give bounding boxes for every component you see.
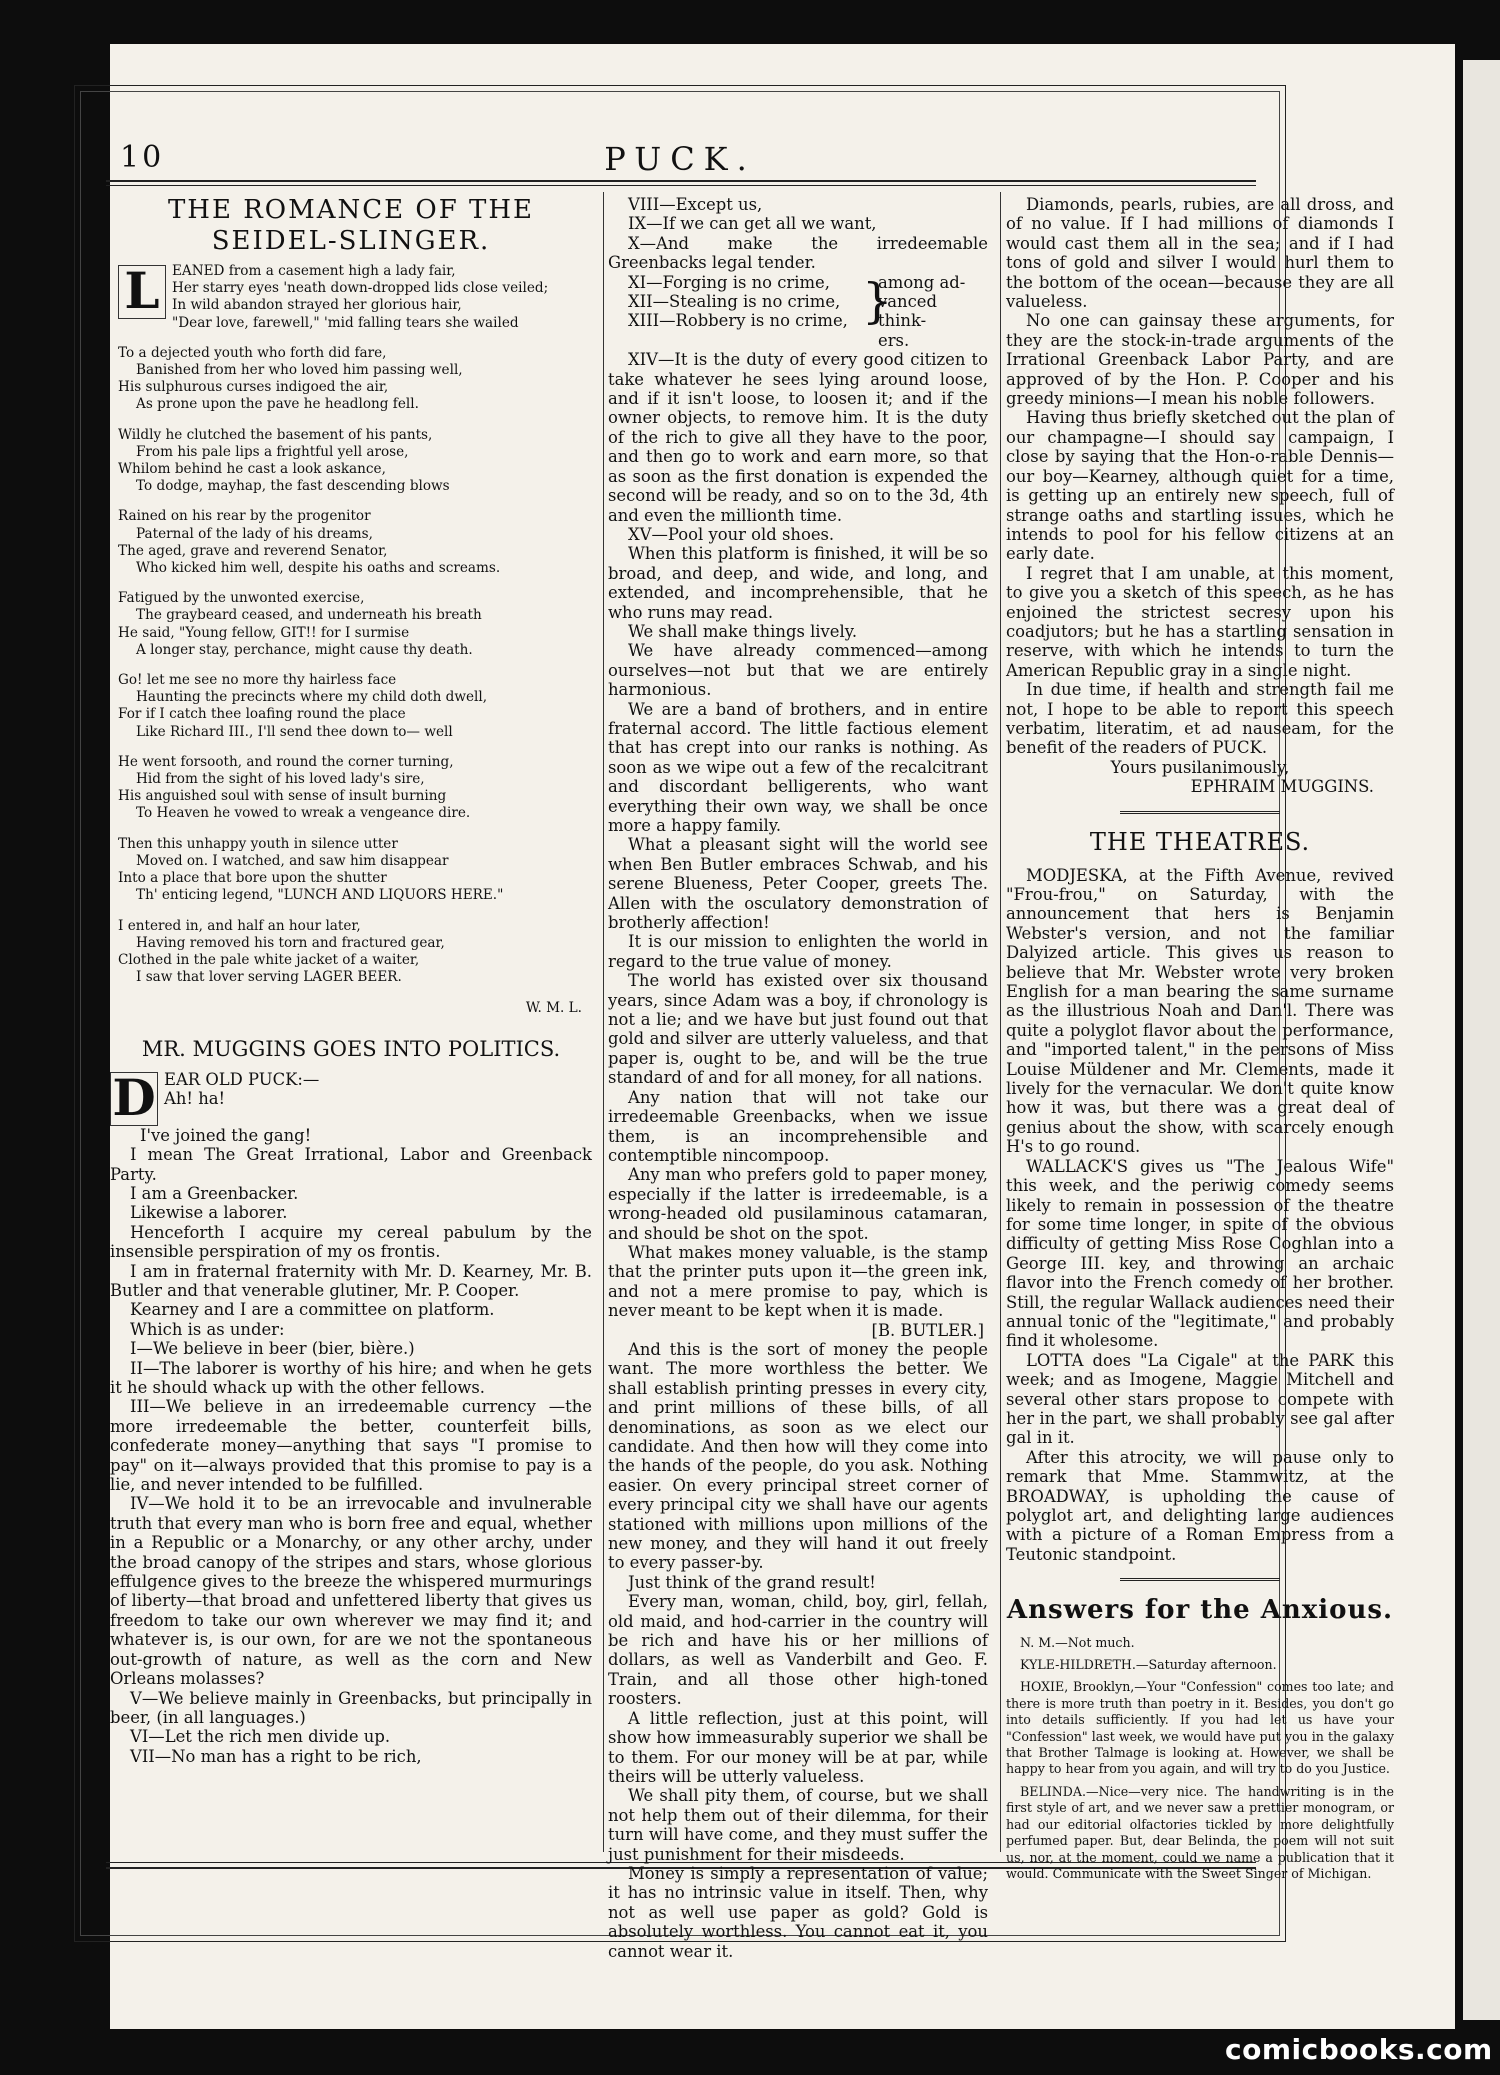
stanza: [118, 508, 592, 577]
stanza: [118, 754, 592, 823]
text-line: I've joined the gang!: [140, 1125, 312, 1145]
quote-signature: [B. BUTLER.]: [871, 1320, 984, 1340]
verse-line: Th' enticing legend, "LUNCH AND LIQUORS HERE.": [136, 887, 504, 904]
header-rule-thin: [106, 185, 1256, 186]
drop-cap: L: [118, 265, 166, 319]
drop-cap: D: [110, 1072, 158, 1126]
list-item: X—And make the irredeemable Greenbacks legal tender.: [608, 233, 988, 273]
stanza: [118, 836, 592, 905]
column-3: [1006, 195, 1394, 1888]
paragraph: VI—Let the rich men divide up.: [130, 1727, 391, 1747]
verse-line: Paternal of the lady of his dreams,: [136, 525, 373, 542]
paragraph: No one can gainsay these arguments, for they are the stock-in-trade arguments of the Irrational Greenback Labor Party, and are approved of by the Hon. P. Cooper and his greedy minions—I mean his noble followers.: [1006, 311, 1394, 409]
verse-line: "Dear love, farewell," 'mid falling tears she wailed: [172, 314, 519, 331]
answer-item: KYLE-HILDRETH.—Saturday afternoon.: [1020, 1657, 1277, 1673]
verse-line: The graybeard ceased, and underneath his breath: [136, 607, 482, 624]
verse-line: Wildly he clutched the basement of his pants,: [118, 426, 433, 443]
column-2: [608, 195, 988, 1961]
paragraph: We are a band of brothers, and in entire fraternal accord. The little factious element that has crept into our ranks is nothing. As soon as we wipe out a few of the recalcitrant and discordant belligerents, who want everything their own way, we shall be once more a happy family.: [608, 699, 988, 835]
title-line: SEIDEL-SLINGER.: [211, 226, 491, 256]
bracket-lines: [608, 273, 862, 351]
verse-line: As prone upon the pave he headlong fell.: [136, 396, 419, 413]
paragraphs: [608, 350, 988, 1320]
column-rule: [1000, 192, 1001, 1852]
verse-line: To dodge, mayhap, the fast descending blows: [136, 478, 450, 495]
verse-line: Having removed his torn and fractured gear,: [136, 934, 445, 951]
note-line: among ad-: [878, 272, 966, 292]
paragraph: I regret that I am unable, at this moment, to give you a sketch of this speech, as he has enjoined the strictest secresy upon his coadjutors; but he has a startling sensation in reserve, with which he intends to turn the American Republic gray in a single night.: [1006, 563, 1394, 680]
paragraph: We have already commenced—among ourselves—not but that we are entirely harmonious.: [608, 641, 988, 700]
verse-line: To Heaven he vowed to wreak a vengeance dire.: [136, 805, 471, 822]
brace: }: [862, 272, 893, 329]
adjacent-page-edge: [1463, 60, 1500, 2020]
bracket-note: [878, 273, 988, 351]
verse-line: Moved on. I watched, and saw him disappear: [136, 852, 449, 869]
verse-line: His sulphurous curses indigoed the air,: [118, 379, 389, 396]
paragraph: LOTTA does "La Cigale" at the PARK this week; and as Imogene, Maggie Mitchell and several other stars propose to compete with her in the part, we shall probably see gal after gal in it.: [1006, 1350, 1394, 1448]
list-item: IX—If we can get all we want,: [628, 214, 877, 234]
verse-line: The aged, grave and reverend Senator,: [118, 542, 388, 559]
verse-line: Haunting the precincts where my child doth dwell,: [136, 689, 488, 706]
paragraph: I mean The Great Irrational, Labor and Greenback Party.: [110, 1145, 592, 1184]
verse-line: I saw that lover serving LAGER BEER.: [136, 969, 402, 986]
stanza: [118, 345, 592, 414]
verse-line: Go! let me see no more thy hairless face: [118, 672, 397, 689]
stanza: [118, 263, 592, 332]
verse-line: Into a place that bore upon the shutter: [118, 870, 387, 887]
paragraph: XV—Pool your old shoes.: [628, 524, 835, 544]
paragraph: Which is as under:: [130, 1319, 285, 1339]
paragraphs: [1006, 195, 1394, 758]
verse-line: In wild abandon strayed her glorious hair,: [172, 297, 462, 314]
column-rule: [603, 192, 604, 1852]
page-header: [100, 100, 1260, 182]
paragraph: Diamonds, pearls, rubies, are all dross, and of no value. If I had millions of diamonds I would cast them all in the sea; and if I had tons of gold and silver I would hurl them to the bottom of the ocean—because they are all valueless.: [1006, 195, 1394, 312]
paragraph: Any man who prefers gold to paper money, especially if the latter is irredeemable, is a wrong-headed old pusilaminous catamaran, and should be shot on the spot.: [608, 1165, 988, 1243]
paragraph: And this is the sort of money the people want. The more worthless the better. We shall establish printing presses in every city, and print millions of these bills, of all denominations, as soon as we elect our candidate. And then how will they come into the hands of the people, do you ask. Nothing easier. On every principal street corner of every principal city we shall have our agents stationed with millions upon millions of the new money, and they will hand it out freely to every passer-by.: [608, 1339, 988, 1573]
title-line: THE ROMANCE OF THE: [167, 195, 535, 225]
answer-item: HOXIE, Brooklyn,—Your "Confession" comes too late; and there is more truth than poetry in it. Besides, you don't go into details sufficiently. If you had let us have your "Confession" last week, we would have put you in the galaxy that Brother Talmage is looking at. However, we shall be happy to hear from you again, and will try to do you Justice.: [1006, 1679, 1394, 1777]
verse-line: A longer stay, perchance, might cause thy death.: [136, 641, 473, 658]
salutation: EAR OLD PUCK:—: [164, 1069, 320, 1089]
verse-line: Hid from the sight of his loved lady's sire,: [136, 771, 425, 788]
article-title: MR. MUGGINS GOES INTO POLITICS.: [141, 1036, 561, 1061]
separator: [1120, 811, 1280, 814]
article-body: [110, 1067, 592, 1766]
verse-line: To a dejected youth who forth did fare,: [118, 344, 387, 361]
header-rule: [106, 180, 1256, 182]
paragraph: I am a Greenbacker.: [130, 1183, 299, 1203]
note-line: ers.: [878, 330, 910, 350]
paragraph: When this platform is finished, it will be so broad, and deep, and wide, and long, and extended, and incomprehensible, that he who runs may read.: [608, 544, 988, 622]
verse-line: Who kicked him well, despite his oaths and screams.: [136, 560, 501, 577]
paragraph: I am in fraternal fraternity with Mr. D. Kearney, Mr. B. Butler and that venerable glutiner, Mr. P. Cooper.: [110, 1261, 592, 1300]
verse-line: I entered in, and half an hour later,: [118, 917, 361, 934]
paragraph: We shall make things lively.: [628, 621, 858, 641]
paragraph: A little reflection, just at this point, will show how immeasurably superior we shall be to them. For our money will be at par, while theirs will be utterly valueless.: [608, 1708, 988, 1786]
paragraph: What makes money valuable, is the stamp that the printer puts upon it—the green ink, and not a mere promise to pay, which is never meant to be kept when it is made.: [608, 1242, 988, 1321]
verse-line: Banished from her who loved him passing well,: [136, 362, 463, 379]
article-title: [110, 195, 592, 257]
paragraph: I—We believe in beer (bier, bière.): [130, 1339, 415, 1359]
column-1: [110, 195, 592, 1766]
paragraph: Henceforth I acquire my cereal pabulum by the insensible perspiration of my os frontis.: [110, 1222, 592, 1262]
paragraph: Just think of the grand result!: [628, 1572, 876, 1592]
platform-list: [608, 195, 988, 273]
poem-signature: W. M. L.: [525, 1000, 582, 1017]
closing: Yours pusilanimously,: [1110, 757, 1290, 777]
stanza: [118, 590, 592, 659]
verse-line: Rained on his rear by the progenitor: [118, 508, 371, 525]
paragraph: Money is simply a representation of value; it has no intrinsic value in itself. Then, why not as well use paper as gold? Gold is absolutely worthless. You cannot eat it, you cannot wear it.: [608, 1863, 988, 1961]
signature: EPHRAIM MUGGINS.: [1190, 777, 1374, 797]
verse-line: For if I catch thee loafing round the place: [118, 706, 406, 723]
paragraph: In due time, if health and strength fail me not, I hope to be able to report this speech verbatim, literatim, et ad nauseam, for the benefit of the readers of PUCK.: [1006, 680, 1394, 758]
paragraph: II—The laborer is worthy of his hire; and when he gets it he should whack up with the other fellows.: [110, 1358, 592, 1397]
text-line: Ah! ha!: [164, 1089, 226, 1109]
answers-list: [1006, 1635, 1394, 1883]
paragraph: What a pleasant sight will the world see when Ben Butler embraces Schwab, and his serene Blueness, Peter Cooper, greets The. Allen with the osculatory demonstration of brotherly affection!: [608, 835, 988, 933]
verse-line: He said, "Young fellow, GIT!! for I surmise: [118, 624, 410, 641]
section-title: Answers for the Anxious.: [1006, 1595, 1394, 1626]
list-item: XII—Stealing is no crime,: [628, 292, 841, 312]
verse-line: EANED from a casement high a lady fair,: [172, 263, 456, 279]
watermark: comicbooks.com: [1225, 2033, 1493, 2066]
paragraph: Having thus briefly sketched out the plan of our champagne—I should say campaign, I close by saying that the Hon-o-rable Dennis—our boy—Kearney, although quiet for a time, is getting up an entirely new speech, full of strange oaths and startling issues, which he intends to pool for his fellow citizens at an early date.: [1006, 408, 1394, 564]
paragraph: Any nation that will not take our irredeemable Greenbacks, when we issue them, is an incomprehensible and contemptible nincompoop.: [608, 1087, 988, 1165]
stanza: [118, 427, 592, 496]
paragraphs: [110, 1145, 592, 1766]
paragraph: Kearney and I are a committee on platform.: [130, 1300, 495, 1320]
verse-line: Clothed in the pale white jacket of a waiter,: [118, 951, 420, 968]
paragraph: III—We believe in an irredeemable currency —the more irredeemable the better, counterfeit bills, confederate money—anything that says "I promise to pay" on it—always provided that this promise to pay is a lie, and never intended to be fulfilled.: [110, 1397, 592, 1495]
paragraph: VII—No man has a right to be rich,: [130, 1746, 422, 1766]
answer-item: N. M.—Not much.: [1020, 1634, 1135, 1650]
paragraph: The world has existed over six thousand years, since Adam was a boy, if chronology is not a lie; and we have but just found out that gold and silver are utterly valueless, and that paper is, ought to be, and will be the true standard of and for all money, for all nations.: [608, 971, 988, 1088]
list-item: VIII—Except us,: [628, 195, 763, 214]
note-line: vanced think-: [878, 292, 937, 331]
page-number: 10: [120, 140, 165, 175]
paragraph: V—We believe mainly in Greenbacks, but principally in beer, (in all languages.): [110, 1688, 592, 1727]
separator: [1120, 1578, 1280, 1581]
paragraph: We shall pity them, of course, but we shall not help them out of their dilemma, for their turn will have come, and they must suffer the just punishment for their misdeeds.: [608, 1786, 988, 1864]
paragraph: It is our mission to enlighten the world in regard to the true value of money.: [608, 932, 988, 971]
verse-line: Like Richard III., I'll send thee down to— well: [136, 723, 453, 740]
paragraph: Every man, woman, child, boy, girl, fellah, old maid, and hod-carrier in the country will be rich and have his or her millions of dollars, as well as Vanderbilt and Geo. F. Train, and all those other high-toned roosters.: [608, 1592, 988, 1709]
answer-item: BELINDA.—Nice—very nice. The handwriting is in the first style of art, and we never saw a prettier monogram, or had our editorial olfactories tickled by more delightfully perfumed paper. But, dear Belinda, the poem will not suit us, nor, at the moment, could we name a publication that it would. Communicate with the Sweet Singer of Michigan.: [1006, 1783, 1394, 1881]
list-item: XIII—Robbery is no crime,: [628, 311, 848, 331]
verse-line: Whilom behind he cast a look askance,: [118, 461, 386, 478]
verse-line: He went forsooth, and round the corner turning,: [118, 753, 454, 770]
verse-line: Then this unhappy youth in silence utter: [118, 835, 398, 852]
verse-line: Fatigued by the unwonted exercise,: [118, 590, 365, 607]
paragraph: WALLACK'S gives us "The Jealous Wife" this week, and the periwig comedy seems likely to remain in possession of the theatre for some time longer, in spite of the obvious difficulty of getting Miss Rose Coghlan into a George III. key, and throwing an archaic flavor into the French comedy of her brother. Still, the regular Wallack audiences need their annual tonic of the "legitimate," and probably find it wholesome.: [1006, 1156, 1394, 1351]
section-title: THE THEATRES.: [1089, 827, 1311, 856]
verse-line: From his pale lips a frightful yell arose,: [136, 443, 409, 460]
paragraph: Likewise a laborer.: [130, 1203, 288, 1223]
paragraph: XIV—It is the duty of every good citizen to take whatever he sees lying around loose, and if it isn't loose, to loosen it; and if the owner objects, to remove him. It is the duty of the rich to give all they have to the poor, and then go to work and earn more, so that as soon as the first donation is expended the second will be ready, and so on to the 3d, 4th and even the millionth time.: [608, 350, 988, 525]
paragraphs: [608, 1340, 988, 1961]
verse-line: His anguished soul with sense of insult burning: [118, 788, 447, 805]
list-item: XI—Forging is no crime,: [628, 272, 830, 292]
paragraph: MODJESKA, at the Fifth Avenue, revived "Frou-frou," on Saturday, with the announcement that hers is Benjamin Webster's version, and not the familiar Dalyized article. This gives us reason to believe that Mr. Webster wrote very broken English for a man bearing the same surname as the illustrious Noah and Dan'l. There was quite a polyglot flavor about the performance, and "imported talent," in the persons of Miss Louise Müldener and Mr. Clements, made it lively for the vernacular. We don't quite know how it was, but there was a great deal of genius about the show, with scarcely enough H's to go round.: [1006, 865, 1394, 1157]
verse-line: Her starry eyes 'neath down-dropped lids close veiled;: [172, 280, 549, 297]
stanza: [118, 672, 592, 741]
bracket-group: [608, 273, 988, 351]
theatres-paragraphs: [1006, 866, 1394, 1565]
stanza: [118, 918, 592, 987]
paragraph: After this atrocity, we will pause only to remark that Mme. Stammwitz, at the BROADWAY, is upholding the cause of polyglot art, and delighting large audiences with a picture of a Roman Empress from a Teutonic standpoint.: [1006, 1447, 1394, 1564]
poem: [110, 263, 592, 986]
masthead: PUCK.: [604, 140, 756, 178]
paragraph: IV—We hold it to be an irrevocable and invulnerable truth that every man who is born free and equal, whether in a Republic or a Monarchy, or any other archy, under the broad canopy of the stripes and stars, whose glorious effulgence gives to the breeze the whispered murmurings of liberty—that broad and unfettered liberty that gives us freedom to take our own wherever we may find it; and whatever is, is our own, for are we not the spontaneous out-growth of nature, as well as the corn and New Orleans molasses?: [110, 1494, 592, 1689]
